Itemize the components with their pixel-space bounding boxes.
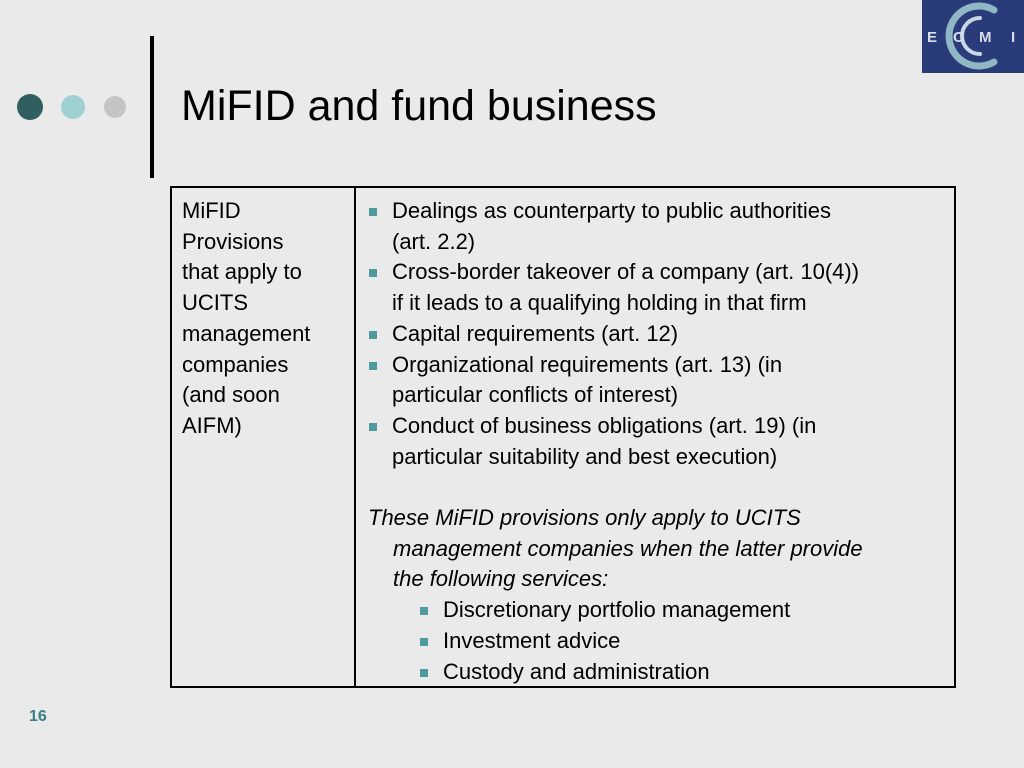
bullet-item xyxy=(368,257,954,318)
service-item xyxy=(368,657,954,688)
spacer xyxy=(368,472,954,503)
left-cell-line: UCITS xyxy=(182,290,248,316)
service-item xyxy=(368,626,954,657)
decorative-dots xyxy=(0,93,140,123)
bullet-line: Capital requirements (art. 12) xyxy=(392,320,679,346)
note-line: the following services: xyxy=(393,566,609,592)
light-teal-dot xyxy=(61,95,85,119)
title-divider-line xyxy=(150,36,154,178)
page-number: 16 xyxy=(29,708,47,725)
table-right-cell xyxy=(356,188,954,686)
bullet-line: particular suitability and best execution) xyxy=(392,443,778,469)
left-cell-line: (and soon xyxy=(182,382,280,408)
logo-ring-icon xyxy=(922,0,1024,73)
service-label: Custody and administration xyxy=(443,658,710,684)
service-label: Discretionary portfolio management xyxy=(443,597,791,623)
square-bullet-icon xyxy=(420,607,428,615)
bullet-item xyxy=(368,411,954,472)
note-line: These MiFID provisions only apply to UCITS xyxy=(368,505,801,531)
bullet-line: particular conflicts of interest) xyxy=(392,382,679,408)
provisions-table xyxy=(170,186,956,688)
service-item xyxy=(368,595,954,626)
left-cell-line: companies xyxy=(182,351,289,377)
logo-letter-c: C xyxy=(953,29,964,46)
square-bullet-icon xyxy=(369,269,377,277)
bullet-line: (art. 2.2) xyxy=(392,228,476,254)
bullet-line: Conduct of business obligations (art. 19) (in xyxy=(392,412,817,438)
square-bullet-icon xyxy=(420,638,428,646)
service-label: Investment advice xyxy=(443,627,621,653)
bullet-item xyxy=(368,350,954,411)
bullet-line: Dealings as counterparty to public authorities xyxy=(392,198,832,223)
left-cell-line: Provisions xyxy=(182,228,284,254)
note-line: management companies when the latter provide xyxy=(393,535,863,561)
grey-dot xyxy=(104,96,126,118)
left-cell-line: that apply to xyxy=(182,259,302,285)
left-cell-line: management xyxy=(182,320,311,346)
bullet-line: Organizational requirements (art. 13) (in xyxy=(392,351,783,377)
square-bullet-icon xyxy=(420,669,428,677)
bullet-line: if it leads to a qualifying holding in that firm xyxy=(392,290,807,316)
square-bullet-icon xyxy=(369,423,377,431)
square-bullet-icon xyxy=(369,362,377,370)
dark-teal-dot xyxy=(17,94,43,120)
bullet-item xyxy=(368,196,954,257)
slide-title: MiFID and fund business xyxy=(181,82,657,130)
bullet-line: Cross-border takeover of a company (art. 10(4)) xyxy=(392,259,860,285)
square-bullet-icon xyxy=(369,208,377,216)
logo-letter-m: M xyxy=(979,29,992,46)
table-left-cell xyxy=(172,188,356,686)
left-cell-line: MiFID xyxy=(182,198,241,223)
bullet-item xyxy=(368,319,954,350)
left-cell-line: AIFM) xyxy=(182,412,242,438)
logo-letter-i: I xyxy=(1011,29,1016,46)
logo-letter-e: E xyxy=(927,29,938,46)
square-bullet-icon xyxy=(369,331,377,339)
ecmi-logo xyxy=(922,0,1024,73)
